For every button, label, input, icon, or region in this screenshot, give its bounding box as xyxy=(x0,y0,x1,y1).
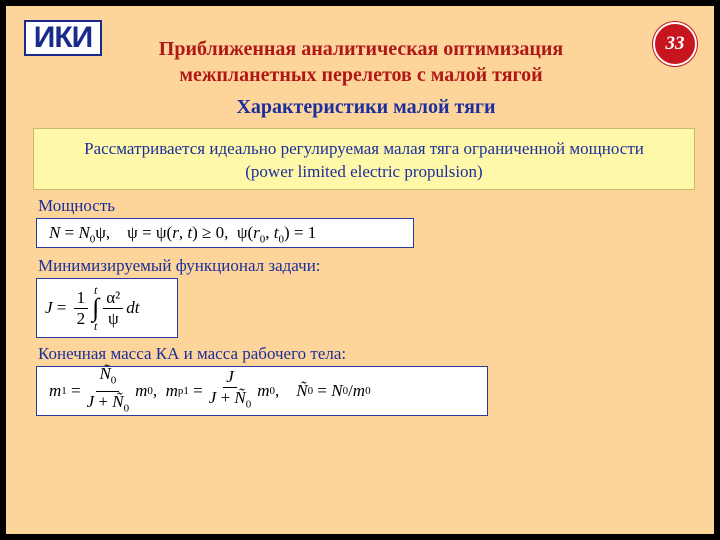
slide xyxy=(6,6,714,534)
power-label: Мощность xyxy=(38,196,116,215)
intro-line-1: Рассматривается идеально регулируемая малая тяга ограниченной мощности xyxy=(84,139,644,158)
mass-label: Конечная масса КА и масса рабочего тела: xyxy=(38,344,347,363)
slide-title xyxy=(106,36,616,88)
slide-number-badge: 33 xyxy=(653,22,697,66)
title-line-1: Приближенная аналитическая оптимизация xyxy=(158,38,564,60)
mass-formula xyxy=(36,366,488,416)
slide-subtitle: Характеристики малой тяги xyxy=(236,96,496,118)
functional-label: Минимизируемый функционал задачи: xyxy=(38,256,321,275)
power-formula-content: $N = N_0\psi$, ψ = ψ(r, t) ≥ 0, $\psi(r_0$, $t_0) = 1$ xyxy=(49,223,317,246)
title-line-2: межпланетных перелетов с малой тягой xyxy=(179,64,543,86)
functional-formula xyxy=(36,278,178,338)
logo-text: ИКИ xyxy=(33,21,93,54)
functional-formula-content: J = $\frac{1}{2}$ t ∫ t $\frac{\text{α²}}{\psi}$ dt xyxy=(45,283,140,333)
intro-line-2: (power limited electric propulsion) xyxy=(245,162,483,181)
power-formula xyxy=(36,218,414,248)
intro-box xyxy=(33,128,695,190)
iki-logo xyxy=(24,20,102,56)
mass-formula-content: m 1 = $\frac{Ñ_0}{J + Ñ_0}$ m 0 , m p1 = $\frac{J}{J + Ñ_0}$ m 0 , Ñ 0 = N 0 / m 0 xyxy=(49,364,371,414)
